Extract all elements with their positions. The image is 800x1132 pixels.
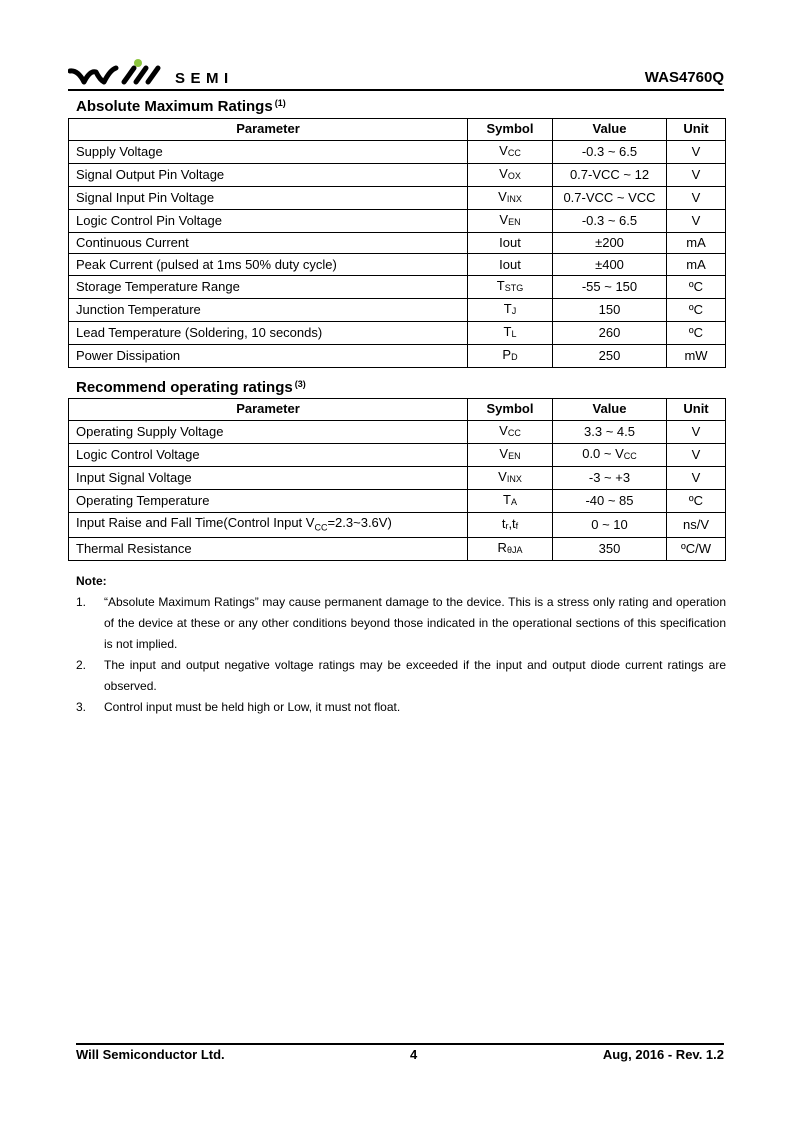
- symbol-cell: [468, 512, 553, 538]
- symbol-subscript: STG: [504, 283, 524, 294]
- value-cell: [553, 163, 667, 186]
- parameter-cell: [69, 538, 468, 561]
- header-divider: [68, 89, 724, 91]
- table-row: [69, 489, 726, 512]
- value-cell: [553, 186, 667, 209]
- symbol-cell: [468, 232, 553, 254]
- value-text: 0.7-VCC ~ 12: [569, 166, 650, 182]
- table-row: [69, 163, 726, 186]
- symbol-subscript: CC: [507, 427, 521, 438]
- parameter-text: Thermal Resistance: [76, 541, 192, 557]
- parameter-text: Continuous Current: [76, 235, 189, 251]
- parameter-text: Lead Temperature (Soldering, 10 seconds): [76, 325, 323, 341]
- column-header: Value: [553, 119, 667, 141]
- parameter-text: Logic Control Pin Voltage: [76, 212, 222, 228]
- value-text: -55 ~ 150: [581, 279, 638, 295]
- symbol-text: V: [499, 142, 508, 158]
- parameter-text: Operating Temperature: [76, 492, 210, 508]
- symbol-subscript: J: [511, 306, 517, 317]
- column-header: Value: [553, 399, 667, 421]
- value-text: 350: [598, 541, 621, 557]
- note-text: “Absolute Maximum Ratings” may cause permanent damage to the device. This is a stress only rating and operation of the device at these or any other conditions beyond those indicated in the operational sections of this specification is not implied.: [104, 595, 726, 651]
- unit-cell: ºC: [667, 276, 726, 299]
- symbol-text: T: [503, 301, 512, 317]
- parameter-cell: [69, 209, 468, 232]
- value-text: -0.3 ~ 6.5: [581, 143, 638, 159]
- will-semi-logo: [68, 58, 168, 88]
- column-header: Unit: [667, 119, 726, 141]
- symbol-text: T: [496, 278, 505, 294]
- symbol-text: V: [499, 445, 509, 461]
- note-text: Control input must be held high or Low, it must not float.: [104, 700, 401, 714]
- unit-cell: V: [667, 209, 726, 232]
- table-row: [69, 538, 726, 561]
- value-text: 250: [598, 348, 621, 364]
- value-cell: [553, 443, 667, 466]
- parameter-tail: =2.3~3.6V): [327, 514, 392, 530]
- symbol-cell: [468, 276, 553, 299]
- parameter-cell: [69, 443, 468, 466]
- table-row: [69, 140, 726, 163]
- symbol-cell: [468, 322, 553, 345]
- part-number: WAS4760Q: [644, 69, 724, 86]
- note-number: 3.: [76, 700, 87, 714]
- symbol-subscript: D: [511, 352, 518, 363]
- value-cell: [553, 345, 667, 368]
- parameter-text: Junction Temperature: [76, 302, 201, 318]
- parameter-cell: [69, 420, 468, 443]
- column-header: Symbol: [468, 119, 553, 141]
- parameter-cell: [69, 254, 468, 276]
- recommended-ratings-table: [68, 398, 726, 561]
- footer-date-revision: Aug, 2016 - Rev. 1.2: [602, 1047, 724, 1062]
- symbol-text: V: [499, 165, 508, 181]
- value-subscript: CC: [623, 450, 637, 461]
- symbol-cell: [468, 209, 553, 232]
- unit-cell: V: [667, 140, 726, 163]
- unit-cell: ns/V: [667, 512, 726, 538]
- parameter-cell: [69, 345, 468, 368]
- parameter-text: Logic Control Voltage: [76, 446, 200, 462]
- parameter-text: Operating Supply Voltage: [76, 423, 224, 439]
- unit-cell: mA: [667, 254, 726, 276]
- column-header: Unit: [667, 399, 726, 421]
- parameter-text: Input Raise and Fall Time(Control Input V: [76, 514, 315, 530]
- note-number: 1.: [76, 595, 87, 609]
- value-cell: [553, 232, 667, 254]
- value-text: 150: [598, 302, 621, 318]
- note-item: [76, 592, 726, 655]
- symbol-text: P: [502, 347, 512, 363]
- table-row: [69, 299, 726, 322]
- unit-cell: ºC: [667, 299, 726, 322]
- table-row: [69, 232, 726, 254]
- parameter-cell: [69, 299, 468, 322]
- symbol-cell: [468, 538, 553, 561]
- symbol-subscript: r: [505, 520, 509, 531]
- symbol-cell: [468, 345, 553, 368]
- parameter-cell: [69, 512, 468, 538]
- recommended-title: Recommend operating ratings $^{(3)}$: [76, 379, 306, 396]
- value-text: ±200: [595, 235, 624, 251]
- note-item: [76, 697, 726, 718]
- column-header: Parameter: [69, 119, 468, 141]
- column-header: Parameter: [69, 399, 468, 421]
- value-cell: [553, 466, 667, 489]
- notes-section: [76, 574, 726, 718]
- value-text: -0.3 ~ 6.5: [581, 212, 638, 228]
- value-cell: [553, 420, 667, 443]
- value-text: ±400: [595, 256, 624, 272]
- symbol-text: V: [499, 422, 508, 438]
- parameter-cell: [69, 140, 468, 163]
- page-number: 4: [410, 1047, 418, 1062]
- table-row: [69, 186, 726, 209]
- column-header: Symbol: [468, 399, 553, 421]
- value-text: 0.7-VCC ~ VCC: [563, 189, 656, 205]
- unit-cell: V: [667, 443, 726, 466]
- parameter-text: Power Dissipation: [76, 348, 181, 364]
- parameter-text: Supply Voltage: [76, 143, 163, 159]
- symbol-subscript: θJA: [506, 545, 523, 556]
- parameter-text: Peak Current (pulsed at 1ms 50% duty cycle): [76, 256, 337, 272]
- table-row: [69, 322, 726, 345]
- symbol-subscript: EN: [508, 216, 521, 227]
- symbol-text: Iout: [499, 256, 521, 272]
- symbol-cell: [468, 186, 553, 209]
- value-cell: [553, 322, 667, 345]
- table-row: [69, 254, 726, 276]
- symbol-text: R: [497, 540, 507, 556]
- symbol-cell: [468, 466, 553, 489]
- value-cell: [553, 489, 667, 512]
- abs-max-title: Absolute Maximum Ratings $^{(1)}$: [76, 98, 286, 115]
- parameter-cell: [69, 163, 468, 186]
- parameter-text: Input Signal Voltage: [76, 469, 192, 485]
- parameter-cell: [69, 466, 468, 489]
- symbol-subscript: A: [510, 496, 517, 507]
- table-row: [69, 466, 726, 489]
- table-row: [69, 512, 726, 538]
- footer-company: Will Semiconductor Ltd.: [76, 1047, 225, 1062]
- table-row: [69, 420, 726, 443]
- value-cell: [553, 276, 667, 299]
- symbol-text: V: [499, 211, 509, 227]
- symbol-text: T: [503, 491, 511, 507]
- parameter-cell: [69, 232, 468, 254]
- parameter-subscript: CC: [314, 522, 328, 533]
- symbol-cell: [468, 489, 553, 512]
- value-cell: [553, 209, 667, 232]
- notes-title: Note:: [76, 574, 107, 588]
- value-cell: [553, 140, 667, 163]
- unit-cell: ºC/W: [667, 538, 726, 561]
- note-number: 2.: [76, 658, 87, 672]
- unit-cell: ºC: [667, 322, 726, 345]
- note-text: The input and output negative voltage ratings may be exceeded if the input and output diode current ratings are observed.: [104, 658, 726, 693]
- symbol-text: t: [501, 515, 506, 531]
- value-cell: [553, 299, 667, 322]
- table-row: [69, 345, 726, 368]
- unit-cell: mA: [667, 232, 726, 254]
- unit-cell: mW: [667, 345, 726, 368]
- value-text: 3.3 ~ 4.5: [584, 423, 635, 439]
- unit-cell: ºC: [667, 489, 726, 512]
- symbol-subscript: OX: [507, 170, 521, 181]
- unit-cell: V: [667, 466, 726, 489]
- value-text: -40 ~ 85: [585, 492, 634, 508]
- symbol-cell: [468, 420, 553, 443]
- parameter-cell: [69, 276, 468, 299]
- value-text: 0 ~ 10: [591, 516, 628, 532]
- parameter-text: Signal Input Pin Voltage: [76, 189, 215, 205]
- value-text: 260: [598, 325, 621, 341]
- symbol-text: Iout: [499, 235, 521, 251]
- symbol-text: V: [498, 188, 507, 204]
- symbol-cell: [468, 163, 553, 186]
- table-header-row: [69, 119, 726, 141]
- table-header-row: [69, 399, 726, 421]
- note-item: [76, 655, 726, 697]
- table-row: [69, 209, 726, 232]
- parameter-cell: [69, 322, 468, 345]
- symbol-cell: [468, 443, 553, 466]
- symbol-subscript: CC: [507, 147, 521, 158]
- symbol-text: V: [498, 468, 507, 484]
- symbol-subscript: INX: [506, 473, 522, 484]
- symbol-cell: [468, 140, 553, 163]
- unit-cell: V: [667, 186, 726, 209]
- brand-text: SEMI: [175, 70, 234, 87]
- parameter-text: Signal Output Pin Voltage: [76, 166, 225, 182]
- table-row: [69, 276, 726, 299]
- symbol-subscript: L: [511, 329, 517, 340]
- parameter-cell: [69, 489, 468, 512]
- value-cell: [553, 512, 667, 538]
- parameter-text: Storage Temperature Range: [76, 279, 240, 295]
- footer-divider: [76, 1043, 724, 1045]
- symbol-cell: [468, 299, 553, 322]
- parameter-cell: [69, 186, 468, 209]
- page-header: [68, 58, 724, 90]
- symbol-text: T: [503, 324, 512, 340]
- value-text: 0.0 ~ V: [582, 445, 624, 461]
- unit-cell: V: [667, 420, 726, 443]
- absolute-max-ratings-table: [68, 118, 726, 368]
- symbol-subscript: EN: [508, 450, 521, 461]
- symbol-subscript: INX: [506, 193, 522, 204]
- value-cell: [553, 254, 667, 276]
- table-row: [69, 443, 726, 466]
- unit-cell: V: [667, 163, 726, 186]
- symbol-cell: [468, 254, 553, 276]
- symbol-text: ,t: [508, 515, 516, 531]
- value-text: -3 ~ +3: [588, 469, 631, 485]
- value-cell: [553, 538, 667, 561]
- symbol-subscript: f: [515, 520, 519, 531]
